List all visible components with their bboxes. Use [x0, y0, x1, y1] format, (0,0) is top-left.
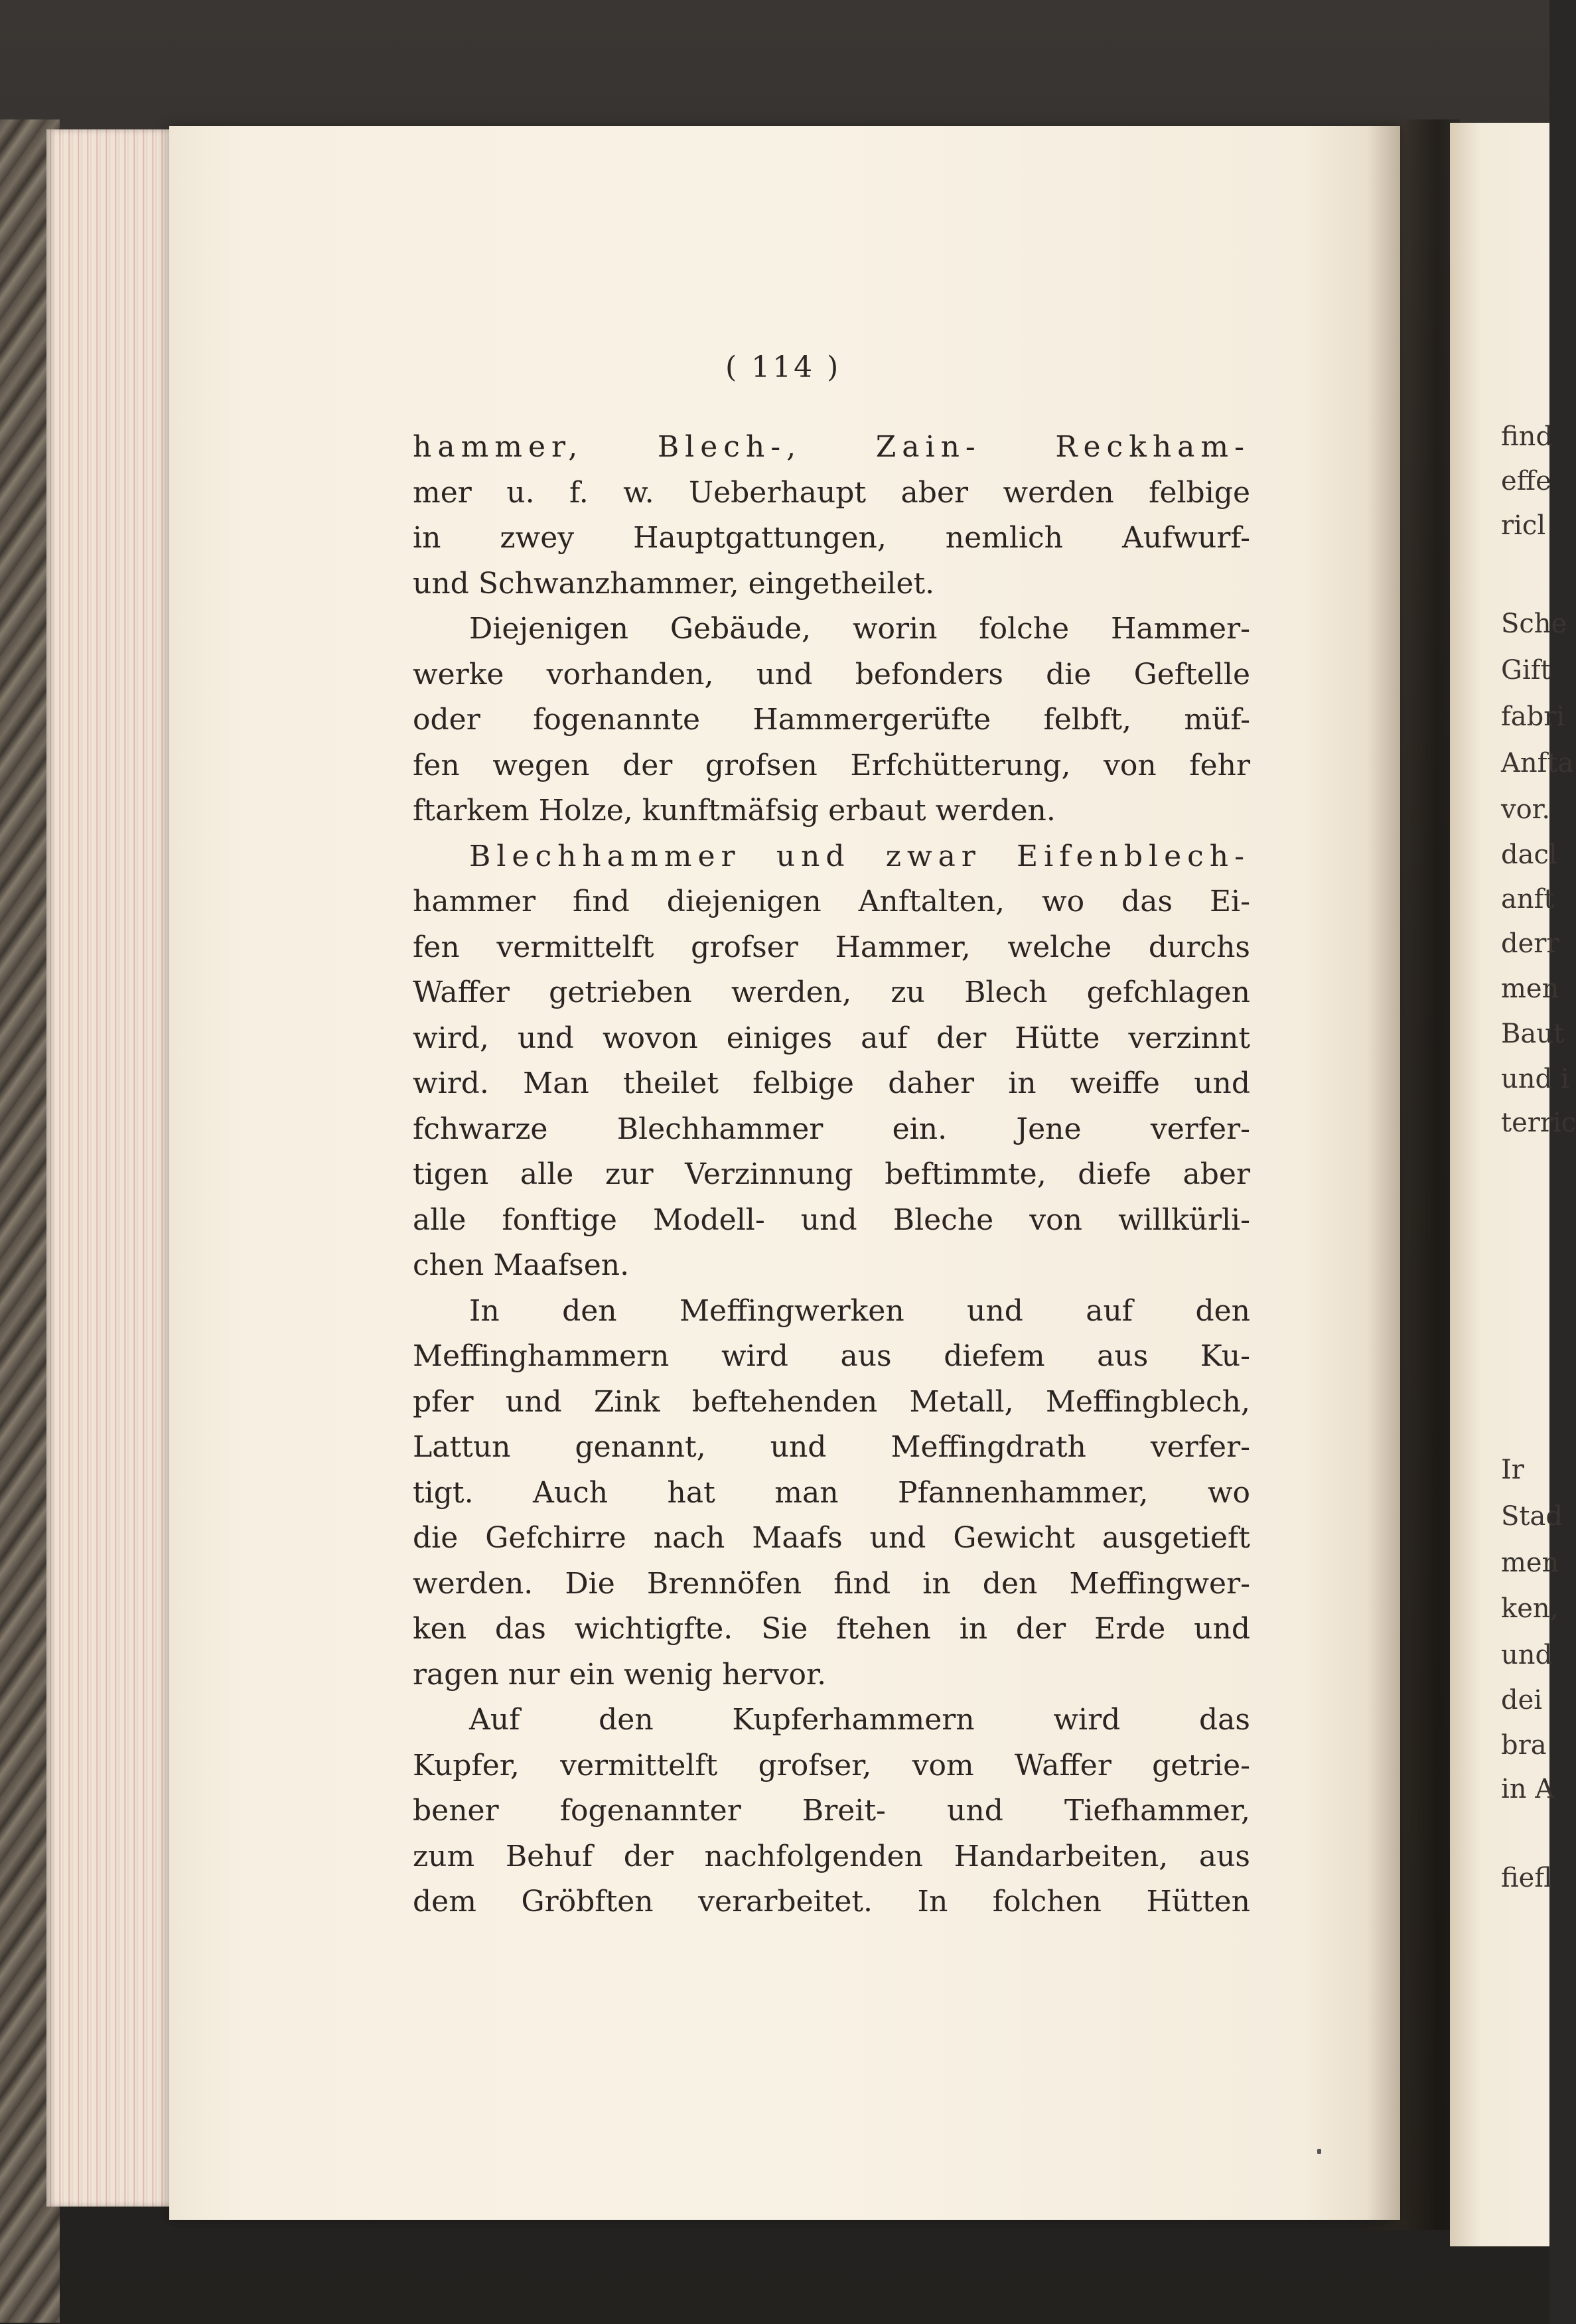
- text-line: werden. Die Brennöfen find in den Meffingwer-: [413, 1566, 1250, 1601]
- text-line: bener fogenannter Breit- und Tiefhammer,: [413, 1794, 1250, 1828]
- facing-fragment: in A: [1501, 1774, 1555, 1804]
- text-line: zum Behuf der nachfolgenden Handarbeiten, aus: [413, 1839, 1250, 1873]
- facing-fragment: und: [1501, 1640, 1553, 1670]
- gutter-shadow: [1367, 119, 1460, 2230]
- facing-fragment: fiefl: [1501, 1863, 1553, 1893]
- text-line: chen Maafsen.: [413, 1248, 630, 1282]
- ink-speck: [1317, 2149, 1321, 2154]
- body-text: [413, 425, 1250, 1925]
- facing-fragment: effe: [1501, 466, 1551, 496]
- text-line: tigt. Auch hat man Pfannenhammer, wo: [413, 1475, 1250, 1510]
- facing-fragment: derr: [1501, 928, 1559, 959]
- text-line: fchwarze Blechhammer ein. Jene verfer-: [413, 1112, 1250, 1146]
- text-line: ken das wichtigfte. Sie ftehen in der Erde und: [413, 1612, 1250, 1646]
- text-line: tigen alle zur Verzinnung beftimmte, diefe aber: [413, 1157, 1250, 1191]
- text-line: pfer und Zink beftehenden Metall, Meffingblech,: [413, 1384, 1250, 1419]
- text-line: in zwey Hauptgattungen, nemlich Aufwurf-: [413, 521, 1250, 555]
- text-line: die Gefchirre nach Maafs und Gewicht ausgetieft: [413, 1521, 1250, 1555]
- facing-fragment: bra: [1501, 1730, 1547, 1761]
- facing-fragment: Ir: [1501, 1455, 1524, 1485]
- text-line: und Schwanzhammer, eingetheilet.: [413, 566, 935, 601]
- facing-fragment: Stad: [1501, 1501, 1563, 1532]
- facing-fragment: terric: [1501, 1108, 1576, 1138]
- facing-fragment: Baut: [1501, 1019, 1565, 1049]
- facing-fragment: dei: [1501, 1685, 1543, 1715]
- facing-fragment: ken,: [1501, 1593, 1559, 1624]
- text-line: ragen nur ein wenig hervor.: [413, 1657, 827, 1692]
- text-line: fen wegen der grofsen Erfchütterung, von fehr: [413, 748, 1250, 782]
- text-line: Auf den Kupferhammern wird das: [469, 1703, 1250, 1737]
- facing-fragment: Anfta: [1501, 748, 1574, 778]
- text-line: wird. Man theilet felbige daher in weiffe und: [413, 1066, 1250, 1100]
- text-line: wird, und wovon einiges auf der Hütte verzinnt: [413, 1021, 1250, 1055]
- facing-fragment: Gift: [1501, 655, 1551, 686]
- text-line: oder fogenannte Hammergerüfte felbft, müf-: [413, 703, 1250, 737]
- facing-fragment: men: [1501, 1548, 1559, 1578]
- facing-fragment: Sche: [1501, 609, 1567, 639]
- facing-fragment: vor.: [1501, 794, 1551, 825]
- facing-fragment: find: [1501, 421, 1553, 452]
- text-line: fen vermittelft grofser Hammer, welche durchs: [413, 930, 1250, 964]
- text-line: hammer find diejenigen Anftalten, wo das Ei-: [413, 885, 1250, 918]
- facing-fragment: men: [1501, 974, 1559, 1004]
- facing-fragment: und i: [1501, 1064, 1569, 1094]
- facing-fragment: dacl: [1501, 839, 1557, 870]
- facing-fragment: fabri: [1501, 701, 1565, 732]
- text-line: Waffer getrieben werden, zu Blech gefchlagen: [413, 976, 1250, 1009]
- text-line: Diejenigen Gebäude, worin folche Hammer-: [469, 612, 1250, 646]
- text-line: Blechhammer und zwar Eifenblech-: [469, 839, 1250, 873]
- page-edges: [46, 129, 179, 2207]
- text-line: Lattun genannt, und Meffingdrath verfer-: [413, 1430, 1250, 1464]
- text-line: Kupfer, vermittelft grofser, vom Waffer getrie-: [413, 1748, 1250, 1782]
- text-line: mer u. f. w. Ueberhaupt aber werden felbige: [413, 475, 1250, 510]
- text-line: hammer, Blech-, Zain- Reckham-: [413, 430, 1250, 464]
- facing-fragment: anft: [1501, 884, 1555, 914]
- text-line: In den Meffingwerken und auf den: [469, 1293, 1250, 1328]
- text-line: ftarkem Holze, kunftmäfsig erbaut werden.: [413, 794, 1056, 828]
- text-line: dem Gröbften verarbeitet. In folchen Hütten: [413, 1885, 1250, 1919]
- facing-fragment: ricl: [1501, 510, 1546, 541]
- text-line: alle fonftige Modell- und Bleche von willkürli-: [413, 1202, 1250, 1237]
- text-line: werke vorhanden, und befonders die Geftelle: [413, 657, 1250, 691]
- text-line: Meffinghammern wird aus diefem aus Ku-: [413, 1339, 1250, 1373]
- page-number: ( 114 ): [725, 350, 841, 384]
